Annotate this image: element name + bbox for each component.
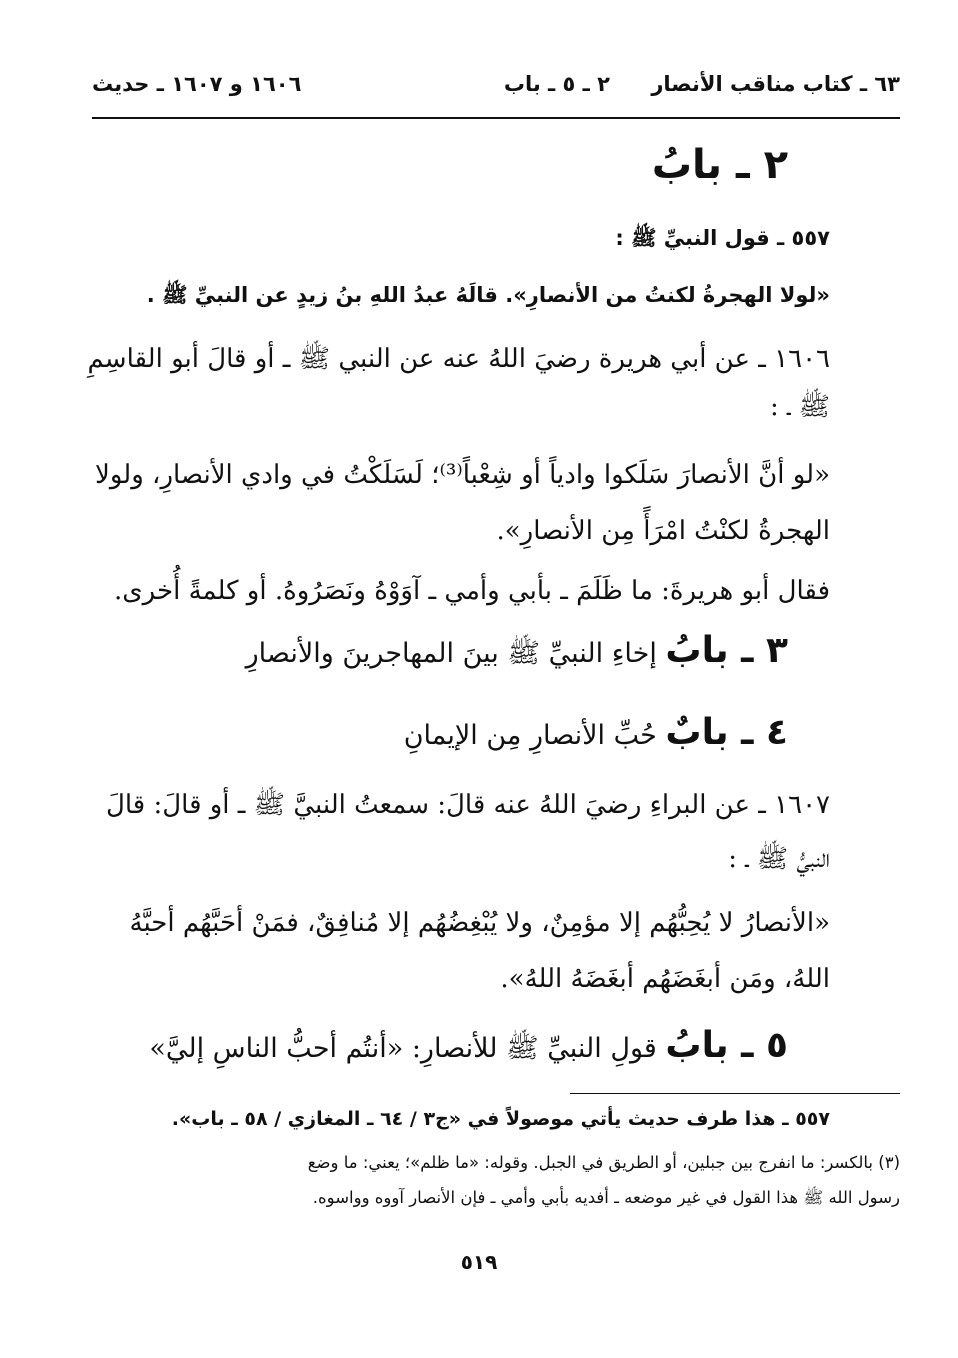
bab-4-title: حُبِّ الأنصارِ مِن الإيمانِ — [403, 720, 657, 751]
bab-5-title: قولِ النبيِّ ﷺ للأنصارِ: «أنتُم أحبُّ الناسِ إليَّ» — [149, 1033, 657, 1064]
hadith-1607-line2: النبيُّ ﷺ ـ : — [728, 844, 830, 874]
header-section-range: ٢ ـ ٥ ـ باب — [503, 72, 610, 96]
hadith-1606-quote-line2: الهجرةُ لكنْتُ امْرَأً مِن الأنصارِ». — [496, 516, 830, 546]
footnote-3-line1: (٣) بالكسر: ما انفرج بين جبلين، أو الطريق في الجبل. وقوله: «ما ظلم»؛ يعني: ما وضع — [307, 1153, 900, 1172]
hadith-1606-comment: فقال أبو هريرةَ: ما ظَلَمَ ـ بأبي وأمي ـ آوَوْهُ ونَصَرُوهُ. أو كلمةً أُخرى. — [114, 576, 830, 606]
bab-3-title: إخاءِ النبيِّ ﷺ بينَ المهاجرينَ والأنصارِ — [245, 638, 657, 669]
footnote-3-line2: رسول الله ﷺ هذا القول في غير موضعه ـ أفديه بأبي وأمي ـ فإن الأنصار آووه وواسوه. — [312, 1188, 900, 1207]
page-number: ٥١٩ — [460, 1250, 498, 1274]
section-557-title: ٥٥٧ ـ قول النبيِّ ﷺ : — [615, 226, 830, 250]
bab-3-heading — [246, 630, 788, 676]
running-header — [92, 66, 900, 106]
hadith-1606-line2: ﷺ ـ : — [770, 392, 830, 422]
header-hadith-range: ١٦٠٦ و ١٦٠٧ ـ حديث — [92, 72, 302, 96]
section-557-text: «لولا الهجرةُ لكنتُ من الأنصارِ». قالَهُ عبدُ اللهِ بنُ زيدٍ عن النبيِّ ﷺ . — [146, 283, 830, 307]
bab-5-heading — [149, 1025, 788, 1071]
hadith-1607-quote-line2: اللهُ، ومَن أبغَضَهُم أبغَضَهُ اللهُ». — [500, 964, 830, 994]
chapter-title: ٢ ـ بابُ — [651, 142, 788, 188]
footnote-divider — [570, 1093, 900, 1094]
footnote-557: ٥٥٧ ـ هذا طرف حديث يأتي موصولاً في «ج٣ / ٦٤ ـ المغازي / ٥٨ ـ باب». — [171, 1108, 830, 1130]
bab-5-label: ٥ ـ بابُ — [665, 1025, 788, 1066]
bab-4-label: ٤ ـ بابٌ — [665, 712, 788, 753]
bab-3-label: ٣ ـ بابُ — [665, 630, 788, 671]
hadith-1607-line1: ١٦٠٧ ـ عن البراءِ رضيَ اللهُ عنه قالَ: سمعتُ النبيَّ ﷺ ـ أو قالَ: قالَ — [105, 790, 830, 820]
hadith-1607-quote-line1: «الأنصارُ لا يُحِبُّهُم إلا مؤمِنٌ، ولا يُبْغِضُهُم إلا مُنافِقٌ، فمَنْ أحَبَّهُم أحبَّهُ — [129, 908, 830, 938]
bab-4-heading — [404, 712, 788, 753]
header-divider — [92, 117, 900, 119]
hadith-1606-quote-line1: «لو أنَّ الأنصارَ سَلَكوا وادياً أو شِعْباً⁽³⁾؛ لَسَلَكْتُ في وادي الأنصارِ، ولولا — [95, 460, 830, 490]
header-chapter-title: ٦٣ ـ كتاب مناقب الأنصار — [651, 72, 900, 96]
hadith-1606-line1: ١٦٠٦ ـ عن أبي هريرة رضيَ اللهُ عنه عن النبي ﷺ ـ أو قالَ أبو القاسِمِ — [87, 344, 830, 374]
